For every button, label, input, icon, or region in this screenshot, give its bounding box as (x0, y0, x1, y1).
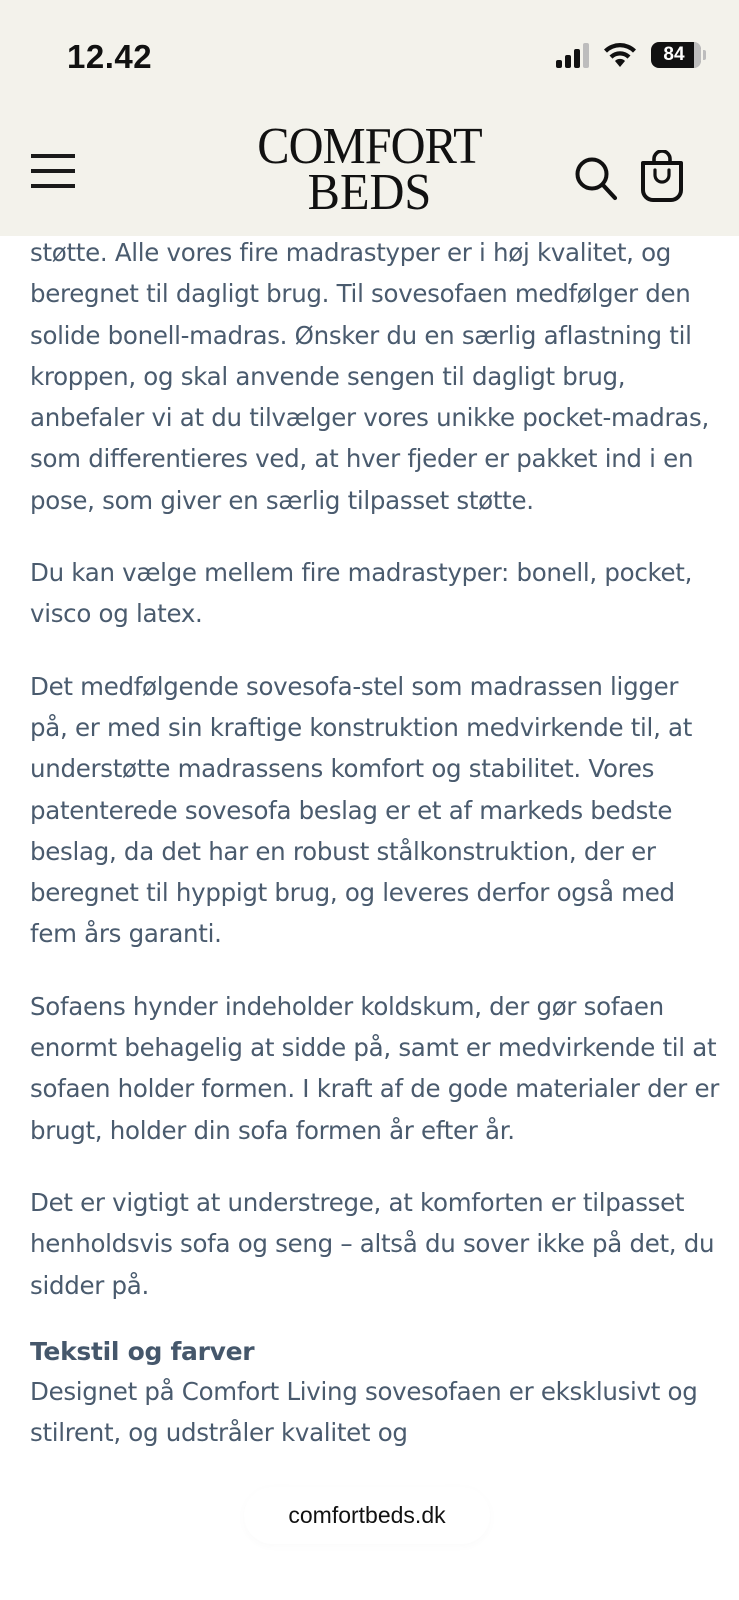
cellular-signal-icon (556, 42, 589, 68)
brand-line-1: COMFORT (257, 118, 482, 175)
search-icon (574, 156, 620, 202)
battery-level: 84 (663, 44, 685, 65)
browser-url-bar[interactable] (244, 1487, 490, 1544)
description-paragraph: Designet på Comfort Living sovesofaen er eksklusivt og stilrent, og udstråler kvalitet og (30, 1376, 698, 1448)
wifi-icon (603, 42, 637, 68)
shopping-bag-icon (638, 150, 686, 202)
description-paragraph: Det er vigtigt at understrege, at komforten er tilpasset henholdsvis sofa og seng – altså du sover ikke på det, du sidder på. (30, 1187, 715, 1300)
url-text: comfortbeds.dk (288, 1502, 446, 1528)
description-paragraph: Det medfølgende sovesofa-stel som madrassen ligger på, er med sin kraftige konstruktion medvirkende til, at understøtte madrassens komfort og stabilitet. Vores patenterede sovesofa beslag er et af markeds bedste beslag, da det har en robust stålkonstruktion, der er beregnet til hyppigt brug, og leveres derfor også med fem års garanti. (30, 671, 693, 949)
description-paragraph: Du kan vælge mellem fire madrastyper: bonell, pocket, visco og latex. (30, 558, 693, 629)
brand-line-2: BEDS (307, 164, 432, 221)
status-time: 12.42 (67, 38, 153, 75)
top-bar (0, 0, 739, 236)
section-heading-textile: Tekstil og farver (30, 1336, 255, 1366)
cart-button[interactable] (638, 150, 686, 202)
description-paragraph: støtte. Alle vores fire madrastyper er i høj kvalitet, og beregnet til dagligt brug. Til sovesofaen medfølger den solide bonell-madras. Ønsker du en særlig aflastning til kroppen, og skal anvende sengen til dagligt brug, anbefaler vi at du tilvælger vores unikke pocket-madras, som differentieres ved, at hver fjeder er pakket ind i en pose, som giver en særlig tilpasset støtte. (30, 238, 709, 515)
brand-logo[interactable] (0, 118, 739, 221)
search-button[interactable] (574, 156, 620, 202)
product-description (30, 236, 720, 1484)
description-paragraph: Sofaens hynder indeholder koldskum, der gør sofaen enormt behagelig at sidde på, samt er medvirkende til at sofaen holder formen. I kraft af de gode materialer der er brugt, holder din sofa formen år efter år. (30, 991, 719, 1145)
status-icons (556, 42, 701, 68)
battery-icon (651, 42, 701, 68)
